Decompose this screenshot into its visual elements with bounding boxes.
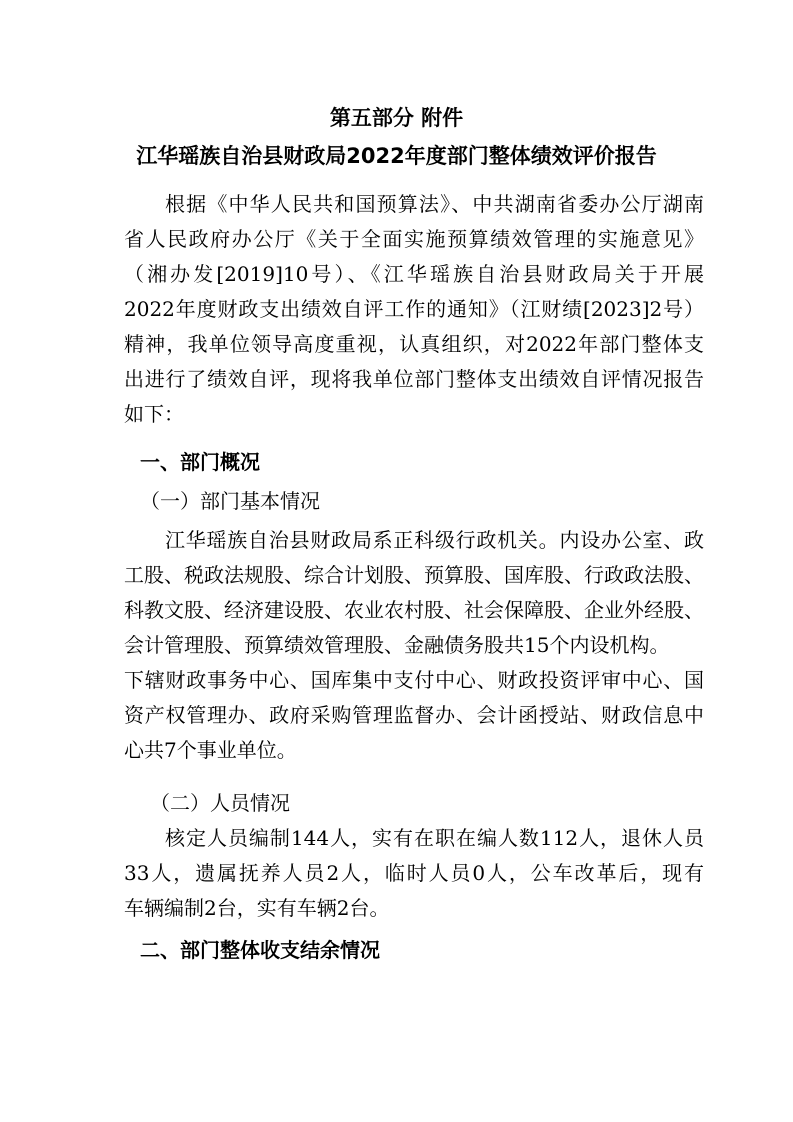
intro-line-3: （湘办发[2019]10号）、《江华瑶族自治县财政局关于开展 [124, 262, 704, 286]
intro-line-4: 2022年度财政支出绩效自评工作的通知》（江财绩[2023]2号） [124, 297, 704, 321]
report-title: 江华瑶族自治县财政局2022年度部门整体绩效评价报告 [136, 144, 657, 168]
part-title: 第五部分 附件 [329, 106, 464, 130]
intro-line-6: 出进行了绩效自评，现将我单位部门整体支出绩效自评情况报告 [124, 367, 704, 391]
sub1-line-3: 科教文股、经济建设股、农业农村股、社会保障股、企业外经股、 [124, 598, 704, 622]
sub1-line-2: 工股、税政法规股、综合计划股、预算股、国库股、行政政法股、 [124, 563, 704, 587]
subsection-heading-1: （一）部门基本情况 [140, 489, 320, 513]
section-heading-1: 一、部门概况 [140, 450, 260, 474]
sub1-line-1: 江华瑶族自治县财政局系正科级行政机关。内设办公室、政 [165, 528, 704, 552]
sub2-line-1: 核定人员编制144人，实有在职在编人数112人，退休人员 [165, 826, 704, 850]
intro-line-7: 如下： [124, 402, 184, 426]
subsection-heading-2: （二）人员情况 [150, 791, 290, 815]
sub1-line-4: 会计管理股、预算绩效管理股、金融债务股共15个内设机构。 [124, 633, 670, 657]
sub1-line-7: 心共7个事业单位。 [124, 738, 297, 762]
sub2-line-3: 车辆编制2台，实有车辆2台。 [124, 896, 390, 920]
sub1-line-5: 下辖财政事务中心、国库集中支付中心、财政投资评审中心、国 [124, 668, 704, 692]
intro-line-2: 省人民政府办公厅《关于全面实施预算绩效管理的实施意见》 [124, 227, 704, 251]
sub1-line-6: 资产权管理办、政府采购管理监督办、会计函授站、财政信息中 [124, 703, 704, 727]
section-heading-2: 二、部门整体收支结余情况 [140, 938, 380, 962]
intro-line-5: 精神，我单位领导高度重视，认真组织，对2022年部门整体支 [124, 332, 704, 356]
intro-line-1: 根据《中华人民共和国预算法》、中共湖南省委办公厅湖南 [165, 192, 704, 216]
sub2-line-2: 33人，遗属抚养人员2人，临时人员0人，公车改革后，现有 [124, 861, 704, 885]
